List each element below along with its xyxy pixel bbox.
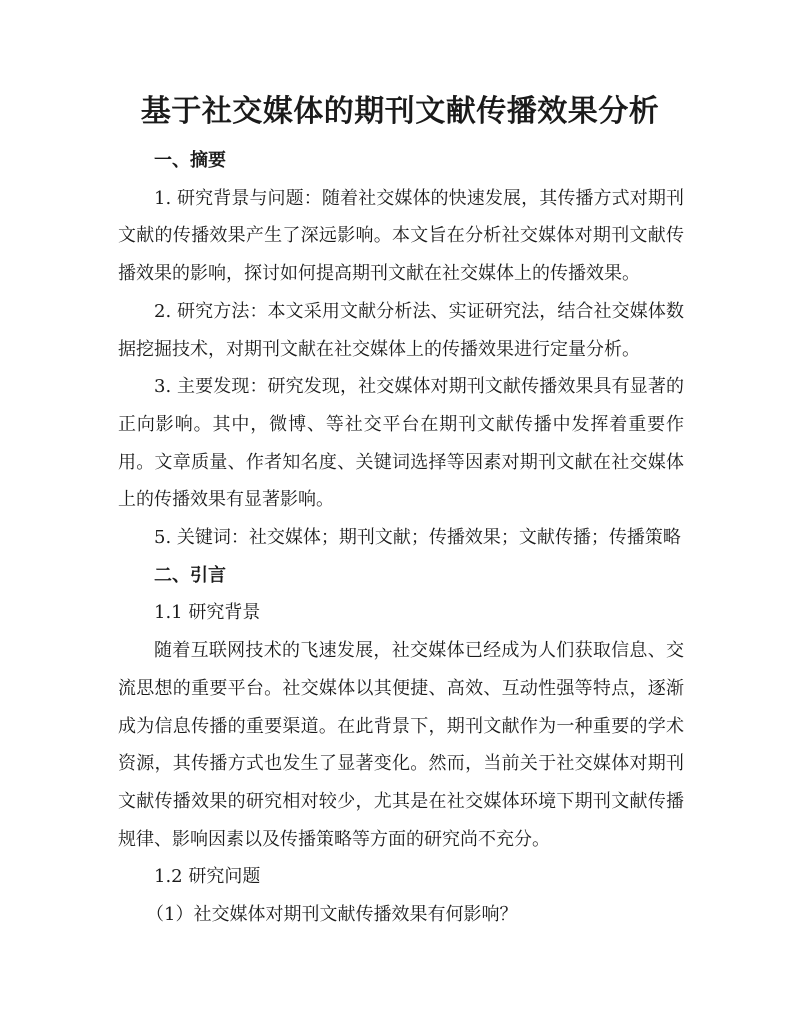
abstract-item-findings: 3. 主要发现：研究发现，社交媒体对期刊文献传播效果具有显著的正向影响。其中，微博、等社交平台在期刊文献传播中发挥着重要作用。文章质量、作者知名度、关键词选择等因素对期刊文献在社交媒体上的传播效果有显著影响。 bbox=[118, 376, 684, 511]
section-heading-abstract: 一、摘要 bbox=[154, 150, 226, 171]
subsection-title-background: 1.1 研究背景 bbox=[154, 602, 261, 624]
abstract-item-keywords: 5. 关键词：社交媒体；期刊文献；传播效果；文献传播；传播策略 bbox=[154, 527, 681, 549]
background-paragraph: 随着互联网技术的飞速发展，社交媒体已经成为人们获取信息、交流思想的重要平台。社交媒体以其便捷、高效、互动性强等特点，逐渐成为信息传播的重要渠道。在此背景下，期刊文献作为一种重要的学术资源，其传播方式也发生了显著变化。然而，当前关于社交媒体对期刊文献传播效果的研究相对较少，尤其是在社交媒体环境下期刊文献传播规律、影响因素以及传播策略等方面的研究尚不充分。 bbox=[118, 640, 684, 850]
abstract-item-background: 1. 研究背景与问题：随着社交媒体的快速发展，其传播方式对期刊文献的传播效果产生了深远影响。本文旨在分析社交媒体对期刊文献传播效果的影响，探讨如何提高期刊文献在社交媒体上的传播效果。 bbox=[118, 187, 684, 285]
abstract-item-method: 2. 研究方法：本文采用文献分析法、实证研究法，结合社交媒体数据挖掘技术，对期刊文献在社交媒体上的传播效果进行定量分析。 bbox=[118, 300, 684, 360]
research-question-1: （1）社交媒体对期刊文献传播效果有何影响？ bbox=[146, 904, 518, 926]
document-body bbox=[118, 142, 684, 934]
section-heading-intro: 二、引言 bbox=[154, 564, 226, 586]
subsection-title-questions: 1.2 研究问题 bbox=[154, 866, 261, 888]
document-title: 基于社交媒体的期刊文献传播效果分析 bbox=[140, 94, 660, 129]
